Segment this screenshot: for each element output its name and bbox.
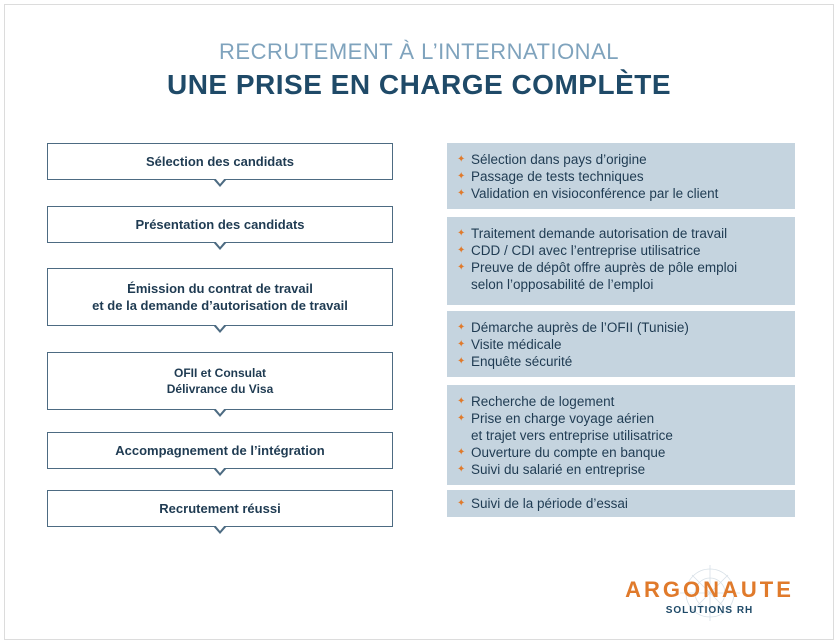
- detail-item: ✦ Suivi du salarié en entreprise: [457, 462, 646, 477]
- step-label: Émission du contrat de travail et de la demande d’autorisation de travail: [92, 281, 348, 313]
- detail-item: ✦ Sélection dans pays d’origine: [457, 152, 647, 167]
- detail-item: ✦ Suivi de la période d’essai: [457, 496, 628, 511]
- detail-item: ✦ Ouverture du compte en banque: [457, 445, 666, 460]
- orange-star-bullet-icon: ✦: [457, 339, 466, 350]
- down-arrow-icon: [213, 242, 227, 250]
- detail-panel-visa: [447, 311, 795, 377]
- detail-item: ✦ Démarche auprès de l’OFII (Tunisie): [457, 320, 689, 335]
- orange-star-bullet-icon: ✦: [457, 188, 466, 199]
- detail-panel-selection: [447, 143, 795, 209]
- orange-star-bullet-icon: ✦: [457, 498, 466, 509]
- down-arrow-icon: [213, 468, 227, 476]
- orange-star-bullet-icon: ✦: [457, 464, 466, 475]
- step-label: Recrutement réussi: [159, 501, 281, 516]
- detail-item: ✦ Recherche de logement: [457, 394, 615, 409]
- brand-tagline: SOLUTIONS RH: [665, 605, 754, 616]
- orange-star-bullet-icon: ✦: [457, 245, 466, 256]
- down-arrow-icon: [213, 325, 227, 333]
- step-label: OFII et Consulat Délivrance du Visa: [166, 366, 274, 396]
- step-box-selection: [47, 143, 393, 180]
- step-box-presentation: [47, 206, 393, 243]
- detail-panel-contrat: [447, 217, 795, 305]
- step-label: Accompagnement de l’intégration: [115, 443, 325, 458]
- orange-star-bullet-icon: ✦: [457, 447, 466, 458]
- detail-item: ✦ CDD / CDI avec l’entreprise utilisatrice: [457, 243, 701, 258]
- detail-item: ✦ Traitement demande autorisation de travail: [457, 226, 728, 241]
- step-box-visa: [47, 352, 393, 410]
- step-box-integration: [47, 432, 393, 469]
- orange-star-bullet-icon: ✦: [457, 228, 466, 239]
- down-arrow-icon: [213, 409, 227, 417]
- detail-panel-reussi: [447, 490, 795, 517]
- detail-item: ✦ Prise en charge voyage aérien et trajet vers entreprise utilisatrice: [457, 411, 673, 443]
- detail-item: ✦ Preuve de dépôt offre auprès de pôle emploi selon l’opposabilité de l’emploi: [457, 260, 738, 292]
- down-arrow-icon: [213, 526, 227, 534]
- step-box-reussi: [47, 490, 393, 527]
- detail-item: ✦ Passage de tests techniques: [457, 169, 644, 184]
- step-box-contrat: [47, 268, 393, 326]
- orange-star-bullet-icon: ✦: [457, 413, 466, 424]
- diagram-frame: [4, 4, 834, 640]
- detail-item: ✦ Visite médicale: [457, 337, 562, 352]
- orange-star-bullet-icon: ✦: [457, 154, 466, 165]
- argonaute-logo: [622, 565, 797, 623]
- orange-star-bullet-icon: ✦: [457, 262, 466, 273]
- orange-star-bullet-icon: ✦: [457, 356, 466, 367]
- title-line-1: RECRUTEMENT À L’INTERNATIONAL: [219, 39, 619, 64]
- orange-star-bullet-icon: ✦: [457, 322, 466, 333]
- down-arrow-icon: [213, 179, 227, 187]
- orange-star-bullet-icon: ✦: [457, 396, 466, 407]
- step-label: Sélection des candidats: [145, 154, 295, 169]
- detail-item: ✦ Enquête sécurité: [457, 354, 573, 369]
- orange-star-bullet-icon: ✦: [457, 171, 466, 182]
- detail-panel-integration: [447, 385, 795, 485]
- step-label: Présentation des candidats: [135, 217, 305, 232]
- detail-item: ✦ Validation en visioconférence par le client: [457, 186, 719, 201]
- title-line-2: UNE PRISE EN CHARGE COMPLÈTE: [166, 69, 672, 100]
- brand-name: ARGONAUTE: [625, 577, 794, 602]
